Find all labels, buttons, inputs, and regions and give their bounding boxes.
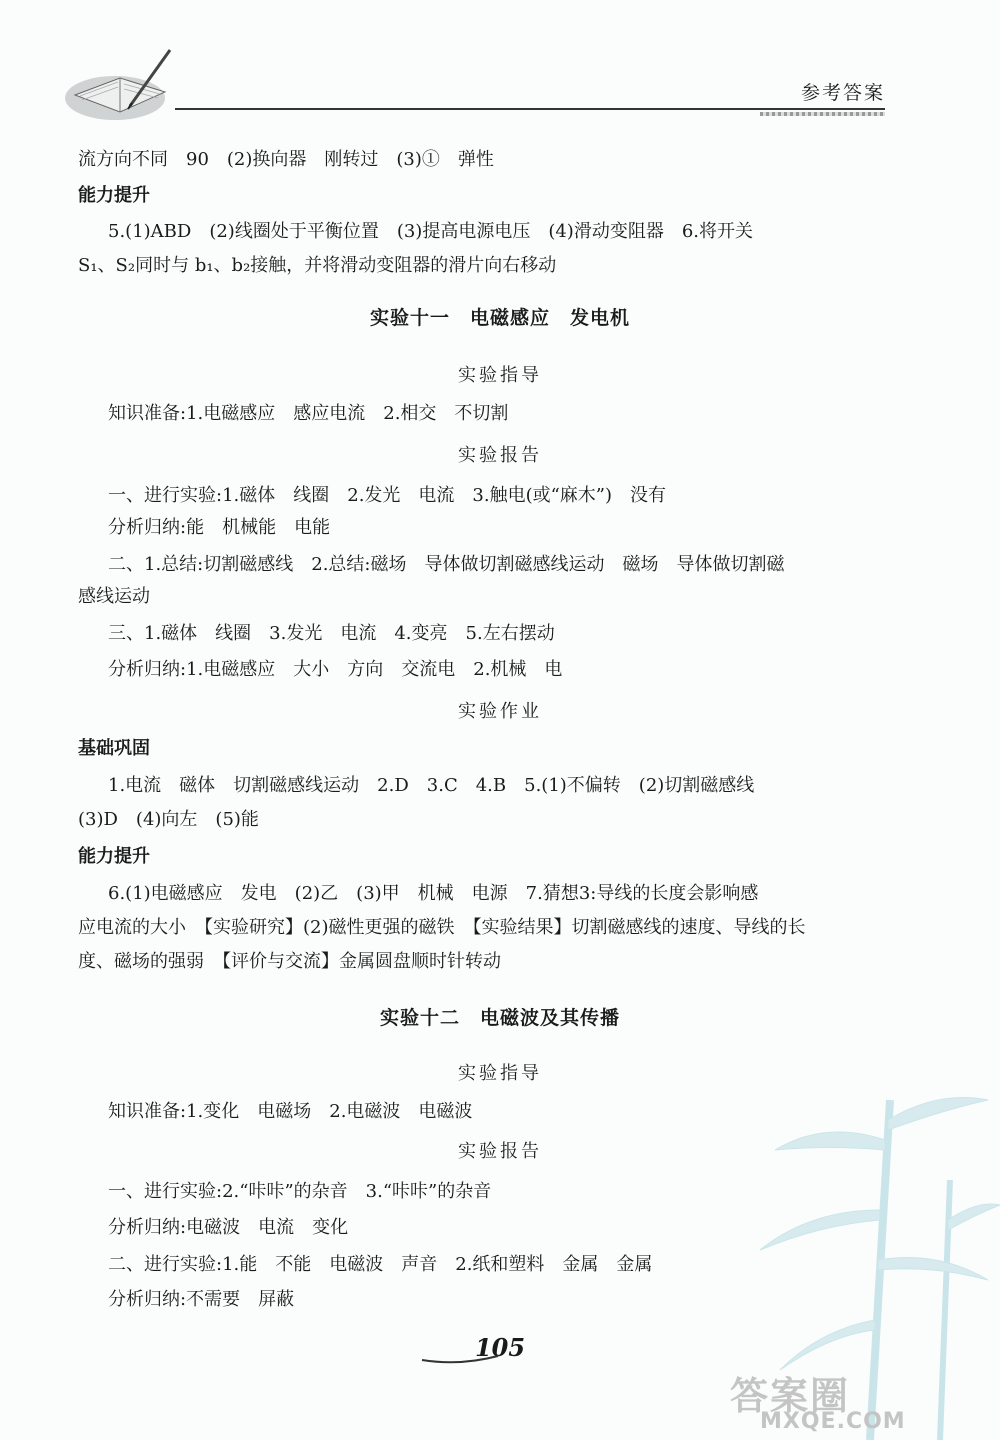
header-rule-pattern: [760, 112, 885, 116]
category-heading: 能力提升: [78, 846, 150, 867]
answer-line: 一、进行实验:2.“咔咔”的杂音 3.“咔咔”的杂音: [108, 1181, 492, 1202]
answer-line: 一、进行实验:1.磁体 线圈 2.发光 电流 3.触电(或“麻木”) 没有: [108, 485, 667, 506]
section-title: 实验十二 电磁波及其传播: [379, 1007, 620, 1029]
answer-line: S₁、S₂同时与 b₁、b₂接触，并将滑动变阻器的滑片向右移动: [78, 255, 557, 276]
subsection-title: 实验报告: [458, 1141, 542, 1162]
answer-line: 度、磁场的强弱 【评价与交流】金属圆盘顺时针转动: [78, 951, 501, 972]
subsection-title: 实验指导: [458, 1063, 542, 1084]
answer-line: 知识准备:1.电磁感应 感应电流 2.相交 不切割: [108, 403, 509, 424]
subsection-title: 实验指导: [458, 365, 542, 386]
answer-line: 三、1.磁体 线圈 3.发光 电流 4.变亮 5.左右摆动: [108, 623, 555, 644]
answer-line: (3)D (4)向左 (5)能: [78, 809, 259, 830]
category-heading: 基础巩固: [78, 738, 150, 759]
header-title: 参考答案: [800, 82, 885, 104]
answer-line: 流方向不同 90 (2)换向器 刚转过 (3)① 弹性: [78, 149, 494, 170]
header-rule: [175, 108, 885, 110]
answer-line: 5.(1)ABD (2)线圈处于平衡位置 (3)提高电源电压 (4)滑动变阻器 6.将开关: [108, 221, 753, 242]
watermark: [730, 1365, 980, 1435]
category-heading: 能力提升: [78, 185, 150, 206]
page-number-swash-icon: [420, 1352, 500, 1364]
answer-line: 二、进行实验:1.能 不能 电磁波 声音 2.纸和塑料 金属 金属: [108, 1254, 653, 1275]
answer-line: 分析归纳:1.电磁感应 大小 方向 交流电 2.机械 电: [108, 659, 563, 680]
answer-line: 感线运动: [78, 586, 150, 607]
subsection-title: 实验报告: [458, 445, 542, 466]
answer-line: 知识准备:1.变化 电磁场 2.电磁波 电磁波: [108, 1101, 473, 1122]
answer-line: 分析归纳:不需要 屏蔽: [108, 1289, 295, 1310]
answer-line: 1.电流 磁体 切割磁感线运动 2.D 3.C 4.B 5.(1)不偏转 (2)切割磁感线: [108, 775, 755, 796]
answer-line: 分析归纳:电磁波 电流 变化: [108, 1217, 349, 1238]
section-title: 实验十一 电磁感应 发电机: [369, 307, 630, 329]
answer-line: 6.(1)电磁感应 发电 (2)乙 (3)甲 机械 电源 7.猜想3:导线的长度会影响感: [108, 883, 759, 904]
answer-line: 分析归纳:能 机械能 电能: [108, 517, 331, 538]
watermark-text: 答案圈: [730, 1374, 851, 1418]
page-number: 105: [474, 1333, 526, 1362]
watermark-url: MXQE.COM: [760, 1409, 906, 1434]
answer-line: 应电流的大小 【实验研究】(2)磁性更强的磁铁 【实验结果】切割磁感线的速度、导线的长: [78, 917, 806, 938]
subsection-title: 实验作业: [458, 701, 542, 722]
book-pen-decoration-icon: [60, 40, 180, 130]
answer-line: 二、1.总结:切割磁感线 2.总结:磁场 导体做切割磁感线运动 磁场 导体做切割磁: [108, 554, 785, 575]
